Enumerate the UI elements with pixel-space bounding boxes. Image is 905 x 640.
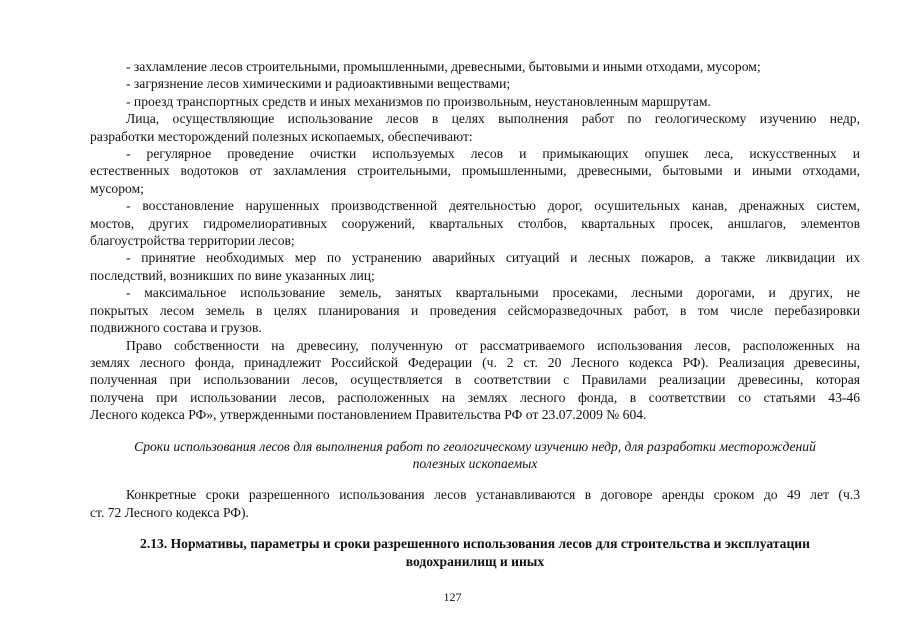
text-line: - регулярное проведение очистки используемых лесов и примыкающих опушек леса, искусственных и bbox=[126, 146, 860, 162]
text-line: подвижного состава и грузов. bbox=[90, 320, 262, 336]
text-line: - проезд транспортных средств и иных механизмов по произвольным, неустановленным маршрутам. bbox=[126, 93, 711, 109]
text-line: мусором; bbox=[90, 180, 144, 196]
text-line: Конкретные сроки разрешенного использования лесов устанавливаются в договоре аренды сроком до 49 лет (ч.3 bbox=[126, 487, 860, 503]
text-line: последствий, возникших по вине указанных лиц; bbox=[90, 267, 375, 283]
text-line: Лица, осуществляющие использование лесов в целях выполнения работ по геологическому изучению недр, bbox=[126, 111, 860, 127]
text-line: Право собственности на древесину, полученную от рассматриваемого использования лесов, расположенных на bbox=[126, 337, 860, 353]
text-line: получена при использовании лесов, расположенных на землях лесного фонда, в соответствии со статьями 43-46 bbox=[90, 389, 860, 405]
text-line: благоустройства территории лесов; bbox=[90, 233, 295, 249]
text-line: покрытых лесом земель в целях планирования и проведения сейсморазведочных работ, в том числе перебазировки bbox=[90, 302, 860, 318]
text-line: - загрязнение лесов химическими и радиоактивными веществами; bbox=[126, 76, 511, 92]
text-line: ст. 72 Лесного кодекса РФ). bbox=[90, 504, 249, 520]
text-line: полученная при использовании лесов, осуществляется в соответствии с Правилами реализации древесины, которая bbox=[90, 372, 860, 388]
text-line: - принятие необходимых мер по устранению аварийных ситуаций и лесных пожаров, а также ликвидации их bbox=[126, 250, 860, 266]
section-heading-line: 2.13. Нормативы, параметры и сроки разрешенного использования лесов для строительства и эксплуатации bbox=[140, 536, 810, 552]
text-line: - восстановление нарушенных производственной деятельностью дорог, осушительных канав, дренажных систем, bbox=[126, 198, 860, 214]
text-line: разработки месторождений полезных ископаемых, обеспечивают: bbox=[90, 128, 473, 144]
text-line: мостов, других гидромелиоративных сооружений, квартальных столбов, квартальных просек, аншлагов, элементов bbox=[90, 215, 860, 231]
text-line: - захламление лесов строительными, промышленными, древесными, бытовыми и иными отходами, мусором; bbox=[126, 59, 761, 74]
text-line: Лесного кодекса РФ», утвержденными постановлением Правительства РФ от 23.07.2009 № 604. bbox=[90, 407, 647, 423]
text-line: естественных водотоков от захламления строительными, промышленными, древесными, бытовыми и иными отходами, bbox=[90, 163, 860, 179]
document-page bbox=[90, 58, 860, 570]
text-line: - максимальное использование земель, занятых квартальными просеками, лесными дорогами, и других, не bbox=[126, 285, 860, 301]
italic-heading-line: полезных ископаемых bbox=[412, 455, 538, 471]
page-number: 127 bbox=[443, 590, 462, 604]
section-heading-line: водохранилищ и иных bbox=[405, 553, 545, 569]
text-line: землях лесного фонда, принадлежит Российской Федерации (ч. 2 ст. 20 Лесного кодекса РФ). Реализация древесины, bbox=[90, 354, 860, 370]
italic-heading-line: Сроки использования лесов для выполнения работ по геологическому изучению недр, для разработки месторождений bbox=[134, 438, 816, 454]
